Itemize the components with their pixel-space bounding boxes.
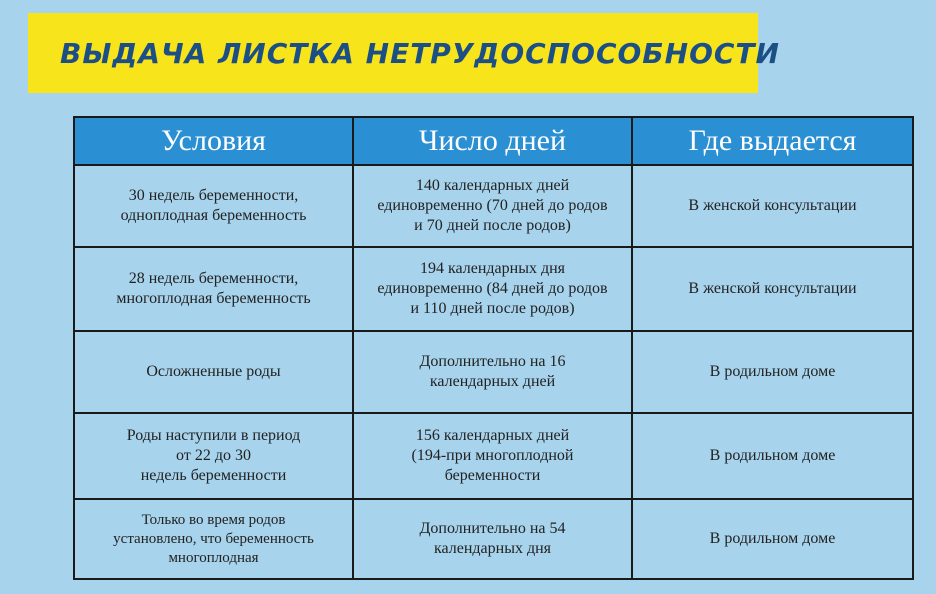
table-row — [74, 165, 913, 247]
days-cell — [353, 247, 632, 331]
cell-text: и 70 дней после родов) — [414, 217, 571, 234]
page-title: ВЫДАЧА ЛИСТКА НЕТРУДОСПОСОБНОСТИ — [60, 36, 780, 70]
days-cell — [353, 331, 632, 413]
cell-text: Только во время родов — [141, 511, 286, 528]
cell-text: (194-при многоплодной — [411, 447, 574, 464]
title-banner — [28, 13, 780, 93]
column-header-place: Где выдается — [632, 117, 913, 165]
place-cell — [632, 165, 913, 247]
table-row — [74, 247, 913, 331]
table-row — [74, 331, 913, 413]
column-header-days: Число дней — [353, 117, 632, 165]
cell-text: и 110 дней после родов) — [410, 300, 575, 317]
cell-text: 30 недель беременности, — [128, 187, 299, 204]
sick-leave-table — [73, 116, 914, 580]
cell-text: 140 календарных дней — [415, 177, 570, 194]
cell-text: В женской консультации — [688, 197, 857, 214]
place-cell — [632, 499, 913, 579]
cell-text: от 22 до 30 — [176, 447, 251, 464]
table-header-row — [74, 117, 913, 165]
cell-text: В родильном доме — [709, 363, 836, 380]
cell-text: В женской консультации — [688, 280, 857, 297]
table-row — [74, 499, 913, 579]
condition-cell — [74, 413, 353, 499]
cell-text: недель беременности — [140, 467, 287, 484]
cell-text: календарных дня — [433, 540, 552, 557]
cell-text: беременности — [444, 467, 541, 484]
cell-text: Осложненные роды — [146, 363, 281, 380]
cell-text: Роды наступили в период — [126, 427, 301, 444]
place-cell — [632, 331, 913, 413]
column-header-conditions: Условия — [74, 117, 353, 165]
condition-cell — [74, 331, 353, 413]
cell-text: единовременно (84 дней до родов — [377, 280, 608, 297]
days-cell — [353, 499, 632, 579]
cell-text: 156 календарных дней — [415, 427, 570, 444]
place-cell — [632, 247, 913, 331]
cell-text: Дополнительно на 54 — [419, 520, 566, 537]
cell-text: 194 календарных дня — [419, 260, 566, 277]
days-cell — [353, 165, 632, 247]
condition-cell — [74, 499, 353, 579]
condition-cell — [74, 165, 353, 247]
cell-text: многоплодная — [168, 549, 259, 566]
cell-text: В родильном доме — [709, 530, 836, 547]
cell-text: календарных дней — [429, 373, 556, 390]
cell-text: многоплодная беременность — [116, 290, 311, 307]
cell-text: 28 недель беременности, — [128, 270, 299, 287]
condition-cell — [74, 247, 353, 331]
cell-text: установлено, что беременность — [113, 530, 314, 547]
table-row — [74, 413, 913, 499]
cell-text: единовременно (70 дней до родов — [377, 197, 608, 214]
cell-text: Дополнительно на 16 — [419, 353, 566, 370]
cell-text: В родильном доме — [709, 447, 836, 464]
place-cell — [632, 413, 913, 499]
days-cell — [353, 413, 632, 499]
cell-text: одноплодная беременность — [120, 207, 307, 224]
